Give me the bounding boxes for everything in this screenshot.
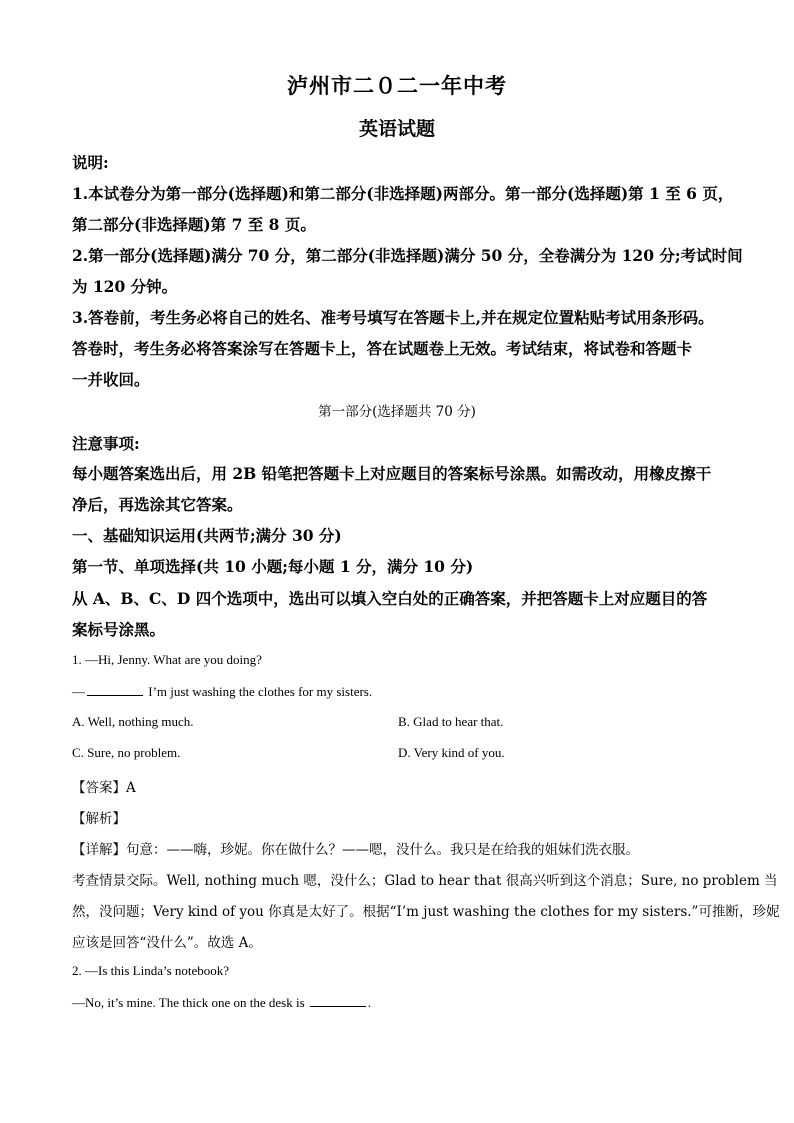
part1-heading: 第一部分(选择题共 70 分): [318, 404, 476, 420]
instruction-line: 1.本试卷分为第一部分(选择题)和第二部分(非选择题)两部分。第一部分(选择题)第 1 至 6 页，: [72, 184, 734, 203]
exam-title: 泸州市二０二一年中考: [287, 73, 507, 98]
q2-reply: [72, 994, 371, 1011]
q1-reply-text: I’m just washing the clothes for my sisters.: [145, 684, 373, 699]
section-heading: 一、基础知识运用(共两节;满分 30 分): [72, 526, 342, 545]
q1-option-c: C. Sure, no problem.: [72, 745, 181, 760]
q1-reply-prefix: —: [72, 684, 85, 699]
directions-line: 从 A、B、C、D 四个选项中，选出可以填入空白处的正确答案，并把答题卡上对应题目的答: [72, 589, 708, 608]
instruction-line: 答卷时，考生务必将答案涂写在答题卡上，答在试题卷上无效。考试结束，将试卷和答题卡: [72, 339, 693, 358]
q1-option-d: D. Very kind of you.: [398, 745, 505, 760]
answer-blank: [310, 994, 366, 1007]
q1-option-b: B. Glad to hear that.: [398, 714, 504, 729]
q1-explanation-line: 应该是回答“没什么”。故选 A。: [72, 935, 262, 951]
instruction-line: 2.第一部分(选择题)满分 70 分，第二部分(非选择题)满分 50 分，全卷满分为 120 分;考试时间: [72, 246, 743, 265]
directions-line: 案标号涂黑。: [72, 620, 166, 639]
instruction-line: 为 120 分钟。: [72, 277, 178, 296]
instructions-heading: 说明:: [72, 153, 109, 172]
q2-stem: 2. —Is this Linda’s notebook?: [72, 963, 230, 978]
exam-subtitle: 英语试题: [358, 118, 435, 140]
q1-answer: 【答案】A: [72, 780, 136, 796]
q2-reply-suffix: .: [367, 995, 372, 1010]
instruction-line: 第二部分(非选择题)第 7 至 8 页。: [72, 215, 316, 234]
q1-analysis-label: 【解析】: [72, 811, 126, 827]
q1-detail: 【详解】句意：——嗨，珍妮。你在做什么？——嗯，没什么。我只是在给我的姐妹们洗衣服。: [72, 842, 639, 858]
instruction-line: 3.答卷前，考生务必将自己的姓名、准考号填写在答题卡上,并在规定位置粘贴考试用条形码。: [72, 308, 714, 327]
subsection-heading: 第一节、单项选择(共 10 小题;每小题 1 分，满分 10 分): [72, 557, 474, 576]
q1-reply: [72, 683, 372, 700]
instruction-line: 一并收回。: [72, 370, 150, 389]
q1-stem: 1. —Hi, Jenny. What are you doing?: [72, 652, 262, 667]
q1-explanation-line: 然，没问题；Very kind of you 你真是太好了。根据“I’m just washing the clothes for my sisters.”可推断，珍妮: [72, 904, 780, 920]
q1-option-a: A. Well, nothing much.: [72, 714, 194, 729]
q1-explanation-line: 考查情景交际。Well, nothing much 嗯，没什么；Glad to hear that 很高兴听到这个消息；Sure, no problem 当: [72, 873, 778, 889]
notice-line: 每小题答案选出后，用 2B 铅笔把答题卡上对应题目的答案标号涂黑。如需改动，用橡皮擦干: [72, 464, 712, 483]
notice-heading: 注意事项:: [72, 434, 140, 453]
answer-blank: [87, 683, 143, 696]
notice-line: 净后，再选涂其它答案。: [72, 495, 243, 514]
q2-reply-text: —No, it’s mine. The thick one on the desk is: [72, 995, 308, 1010]
